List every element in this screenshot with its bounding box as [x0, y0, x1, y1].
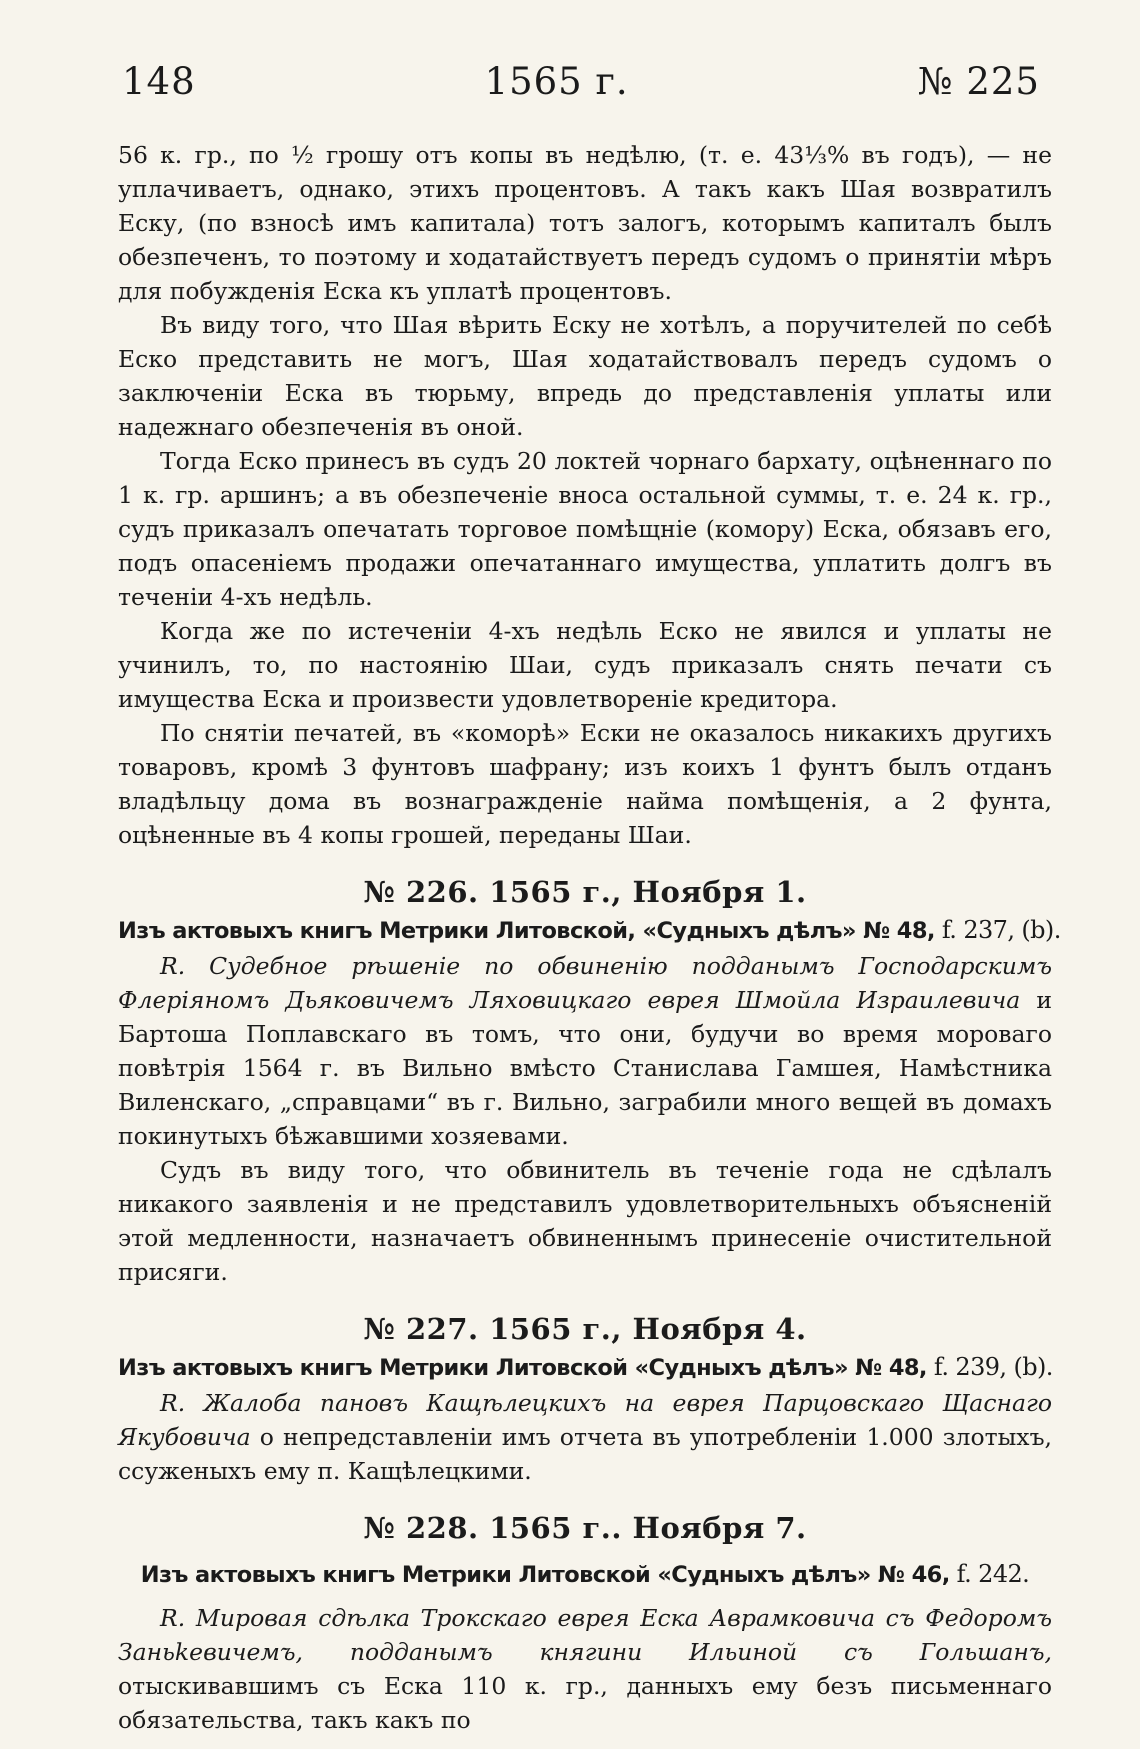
entry-228-summary-rest: отыскивавшимъ съ Еска 110 к. гр., данныхъ ему безъ письменнаго обязательства, такъ какъ по — [118, 1672, 1052, 1734]
entry-226-title: № 226. 1565 г., Ноября 1. — [363, 875, 807, 909]
entry-226 — [118, 872, 1061, 1289]
header-entry-number: № 225 — [917, 60, 1040, 103]
entry-226-summary-italic: R. Судебное рѣшеніе по обвиненію подданымъ Господарскимъ Флеріяномъ Дьяковичемъ Ляховицкаго еврея Шмойла Израилевича — [118, 952, 1052, 1014]
entry-227-source-ref: f. 239, (b). — [926, 1353, 1053, 1381]
entry-226-source-ref: f. 237, (b). — [934, 916, 1061, 944]
entry-227-source-text: Изъ актовыхъ книгъ Метрики Литовской «Судныхъ дѣлъ» № 48, — [118, 1355, 927, 1381]
page-number: 148 — [122, 60, 196, 103]
entry-225-paragraph-3: Тогда Еско принесъ въ судъ 20 локтей чорнаго бархату, оцѣненнаго по 1 к. гр. аршинъ; а въ обезпеченіе вноса остальной суммы, т. е. 24 к. гр., судъ приказалъ опечатать торговое помѣщніе (комору) Еска, обязавъ его, подъ опасеніемъ продажи опечатаннаго имущества, уплатить долгъ въ теченіи 4-хъ недѣль. — [118, 447, 1052, 611]
entry-226-paragraph-2: Судъ въ виду того, что обвинитель въ теченіе года не сдѣлалъ никакого заявленія и не представилъ удовлетворительныхъ объясненій этой медленности, назначаетъ обвиненнымъ принесеніе очистительной присяги. — [118, 1156, 1052, 1286]
entry-226-paragraph-1 — [118, 949, 1052, 1153]
page-body — [118, 138, 1061, 1737]
entry-228-paragraph-1 — [118, 1601, 1052, 1737]
entry-225-paragraph-1: 56 к. гр., по ½ грошу отъ копы въ недѣлю, (т. е. 43⅓% въ годъ), — не уплачиваетъ, однако, этихъ процентовъ. А такъ какъ Шая возвратилъ Еску, (по взносѣ имъ капитала) тотъ залогъ, которымъ капиталъ былъ обезпеченъ, то поэтому и ходатайствуетъ передъ судомъ о принятіи мѣръ для побужденія Еска къ уплатѣ процентовъ. — [118, 141, 1052, 305]
entry-227 — [118, 1309, 1052, 1488]
entry-227-summary-italic: R. Жалоба пановъ Кащѣлецкихъ на еврея Парцовскаго Щаснаго Якубовича — [118, 1389, 1052, 1451]
running-header — [122, 60, 1040, 103]
entry-226-summary-rest: и Бартоша Поплавскаго въ томъ, что они, будучи во время мороваго повѣтрія 1564 г. въ Вильно вмѣсто Станислава Гамшея, Намѣстника Виленскаго, „справцами“ въ г. Вильно, заграбили много вещей въ домахъ покинутыхъ бѣжавшими хозяевами. — [118, 986, 1052, 1150]
entry-227-title: № 227. 1565 г., Ноября 4. — [363, 1312, 807, 1346]
header-year: 1565 г. — [484, 60, 629, 103]
entry-228-source-text: Изъ актовыхъ книгъ Метрики Литовской «Судныхъ дѣлъ» № 46, — [140, 1562, 950, 1588]
entry-228-source — [118, 1556, 1052, 1593]
entry-228-summary-italic: R. Мировая сдѣлка Трокскаго еврея Еска Аврамковича съ Федоромъ Заньkевичемъ, подданымъ княгини Ильиной съ Гольшанъ, — [118, 1604, 1052, 1666]
entry-228 — [118, 1508, 1052, 1737]
entry-226-source-text: Изъ актовыхъ книгъ Метрики Литовской, «Судныхъ дѣлъ» № 48, — [118, 918, 935, 944]
entry-225-paragraph-5: По снятіи печатей, въ «коморѣ» Ески не оказалось никакихъ другихъ товаровъ, кромѣ 3 фунтовъ шафрану; изъ коихъ 1 фунтъ былъ отданъ владѣльцу дома въ вознагражденіе найма помѣщенія, а 2 фунта, оцѣненные въ 4 копы грошей, переданы Шаи. — [118, 719, 1052, 849]
entry-225-paragraph-4: Когда же по истеченіи 4-хъ недѣль Еско не явился и уплаты не учинилъ, то, по настоянію Шаи, судъ приказалъ снять печати съ имущества Еска и произвести удовлетвореніе кредитора. — [118, 617, 1052, 713]
entry-227-paragraph-1 — [118, 1386, 1052, 1488]
entry-227-summary-rest: о непредставленіи имъ отчета въ употребленіи 1.000 злотыхъ, ссуженыхъ ему п. Кащѣлецкими. — [118, 1423, 1052, 1485]
entry-228-title: № 228. 1565 г.. Ноября 7. — [363, 1511, 807, 1545]
entry-226-source — [118, 912, 1061, 949]
entry-225-paragraph-2: Въ виду того, что Шая вѣрить Еску не хотѣлъ, а поручителей по себѣ Еско представить не могъ, Шая ходатайствовалъ передъ судомъ о заключеніи Еска въ тюрьму, впредь до представленія уплаты или надежнаго обезпеченія въ оной. — [118, 311, 1052, 441]
entry-225-continuation — [118, 138, 1052, 852]
entry-227-source — [118, 1349, 1052, 1386]
entry-228-source-ref: f. 242. — [949, 1560, 1030, 1588]
